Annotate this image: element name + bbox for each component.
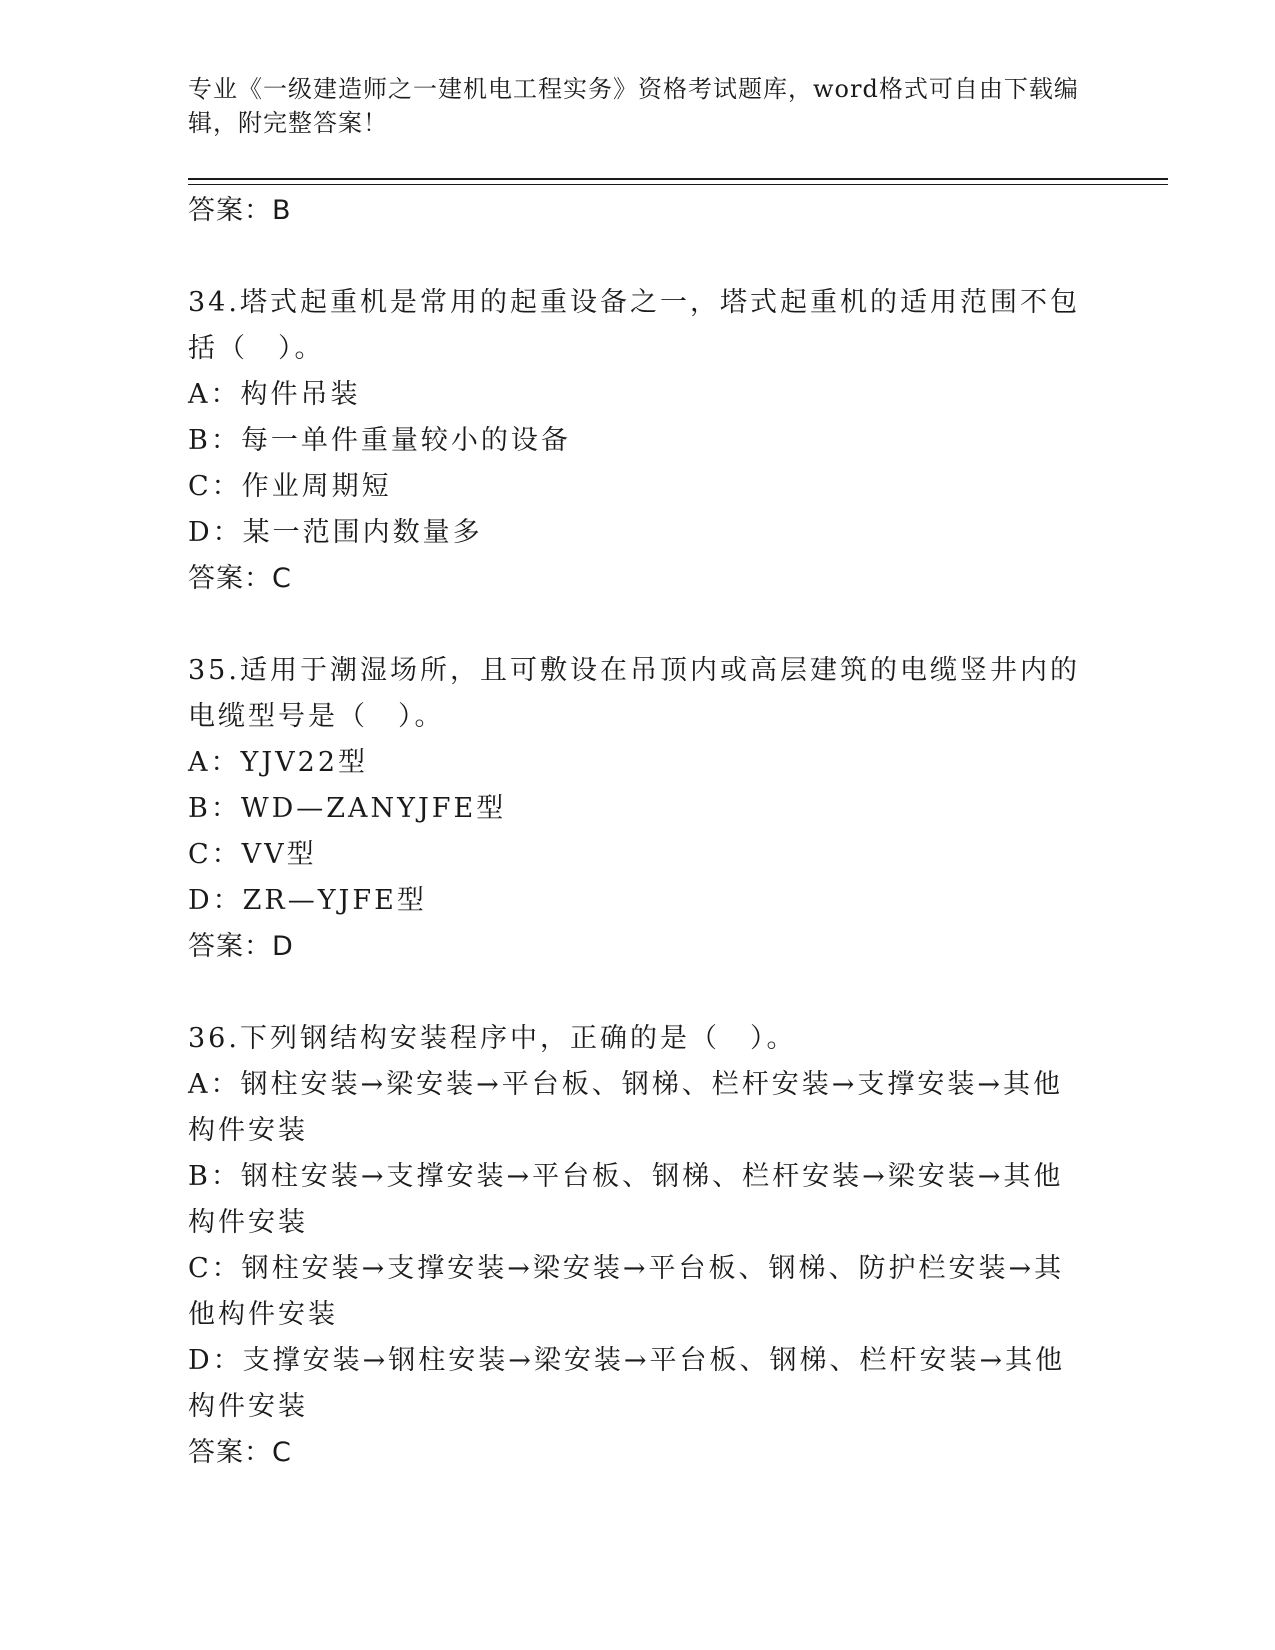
question-text: 35.适用于潮湿场所，且可敷设在吊顶内或高层建筑的电缆竖井内的电缆型号是（ ）。 [188,655,1080,732]
question-block-36 [188,1016,1088,1476]
answer-line: 答案：B [188,195,292,226]
document-header: 专业《一级建造师之一建机电工程实务》资格考试题库，word格式可自由下载编辑，附完整答案！ [188,75,1079,137]
option-c: C：VV型 [188,839,317,870]
answer-line: 答案：D [188,931,294,962]
option-d: D：某一范围内数量多 [188,517,483,548]
option-d: D：ZR—YJFE型 [188,885,427,916]
header-rule-thin [188,184,1168,185]
question-list [188,188,1088,1476]
option-c: C：作业周期短 [188,471,392,502]
header-rule-thick [188,178,1168,180]
answer-line: 答案：C [188,563,292,594]
question-text: 36.下列钢结构安装程序中，正确的是（ ）。 [188,1023,797,1054]
option-b: B：WD—ZANYJFE型 [188,793,507,824]
option-a: A：构件吊装 [188,379,361,410]
option-c: C：钢柱安装→支撑安装→梁安装→平台板、钢梯、防护栏安装→其他构件安装 [188,1253,1065,1330]
option-b: B：钢柱安装→支撑安装→平台板、钢梯、栏杆安装→梁安装→其他构件安装 [188,1161,1064,1238]
question-text: 34.塔式起重机是常用的起重设备之一，塔式起重机的适用范围不包括（ ）。 [188,287,1080,364]
option-a: A：钢柱安装→梁安装→平台板、钢梯、栏杆安装→支撑安装→其他构件安装 [188,1069,1063,1146]
option-b: B：每一单件重量较小的设备 [188,425,571,456]
option-a: A：YJV22型 [188,747,369,778]
answer-line: 答案：C [188,1437,292,1468]
question-block-35 [188,648,1088,970]
option-d: D：支撑安装→钢柱安装→梁安装→平台板、钢梯、栏杆安装→其他构件安装 [188,1345,1066,1422]
question-block-34 [188,280,1088,602]
